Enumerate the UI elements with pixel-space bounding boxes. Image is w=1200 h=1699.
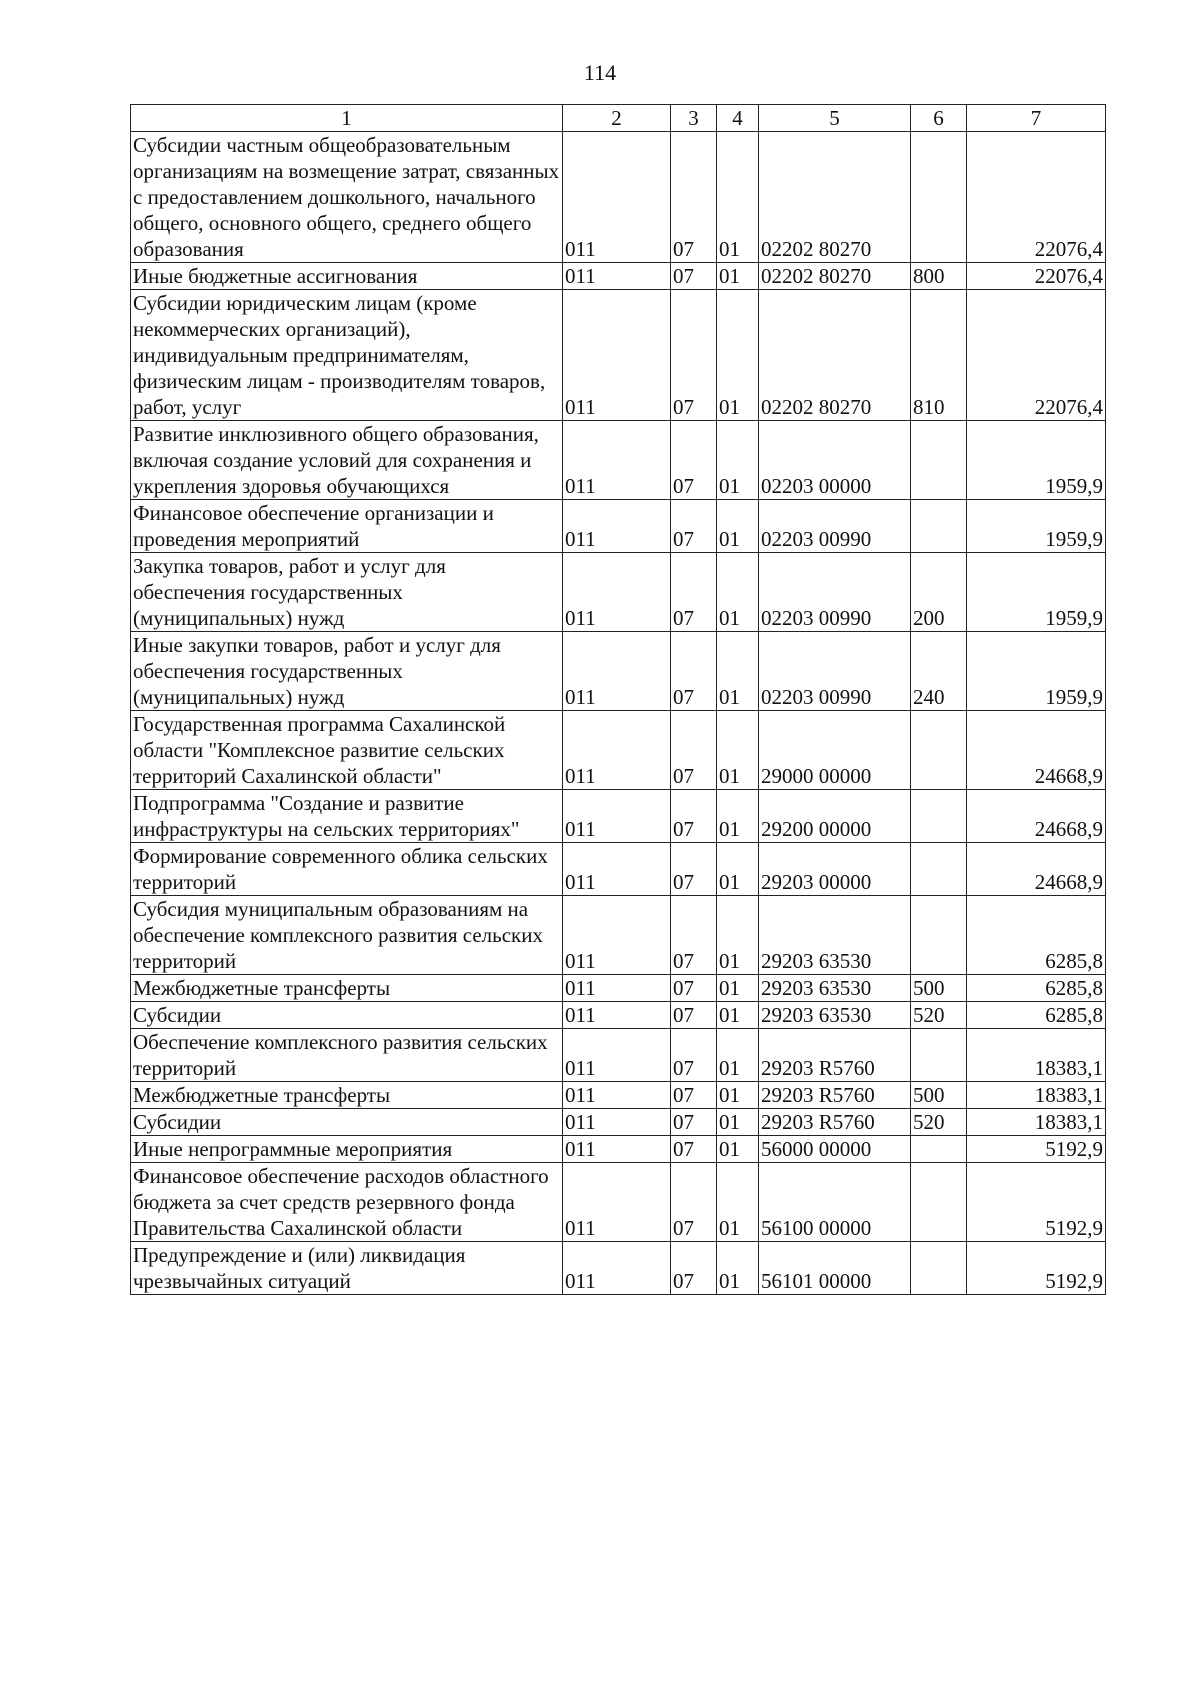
row-target-code: 02202 80270 [759, 263, 911, 290]
row-target-code: 02203 00990 [759, 632, 911, 711]
row-amount: 18383,1 [967, 1029, 1106, 1082]
row-name: Субсидия муниципальным образованиям на обеспечение комплексного развития сельских территорий [131, 896, 563, 975]
column-header: 4 [717, 105, 759, 132]
table-row [131, 132, 1106, 263]
row-expense-type: 500 [911, 975, 967, 1002]
row-admin-code: 011 [563, 290, 671, 421]
row-name: Иные непрограммные мероприятия [131, 1136, 563, 1163]
row-expense-type: 800 [911, 263, 967, 290]
column-header: 3 [671, 105, 717, 132]
row-section-code: 07 [671, 711, 717, 790]
row-section-code: 07 [671, 843, 717, 896]
budget-table [130, 104, 1106, 1295]
row-subsection-code: 01 [717, 1136, 759, 1163]
row-section-code: 07 [671, 1136, 717, 1163]
row-expense-type: 500 [911, 1082, 967, 1109]
row-admin-code: 011 [563, 1002, 671, 1029]
column-header: 2 [563, 105, 671, 132]
table-row [131, 1002, 1106, 1029]
row-target-code: 02203 00990 [759, 553, 911, 632]
row-target-code: 02202 80270 [759, 290, 911, 421]
row-amount: 18383,1 [967, 1082, 1106, 1109]
row-admin-code: 011 [563, 132, 671, 263]
row-target-code: 29203 63530 [759, 896, 911, 975]
row-section-code: 07 [671, 263, 717, 290]
row-name: Государственная программа Сахалинской области "Комплексное развитие сельских территорий Сахалинской области" [131, 711, 563, 790]
row-admin-code: 011 [563, 896, 671, 975]
row-expense-type [911, 790, 967, 843]
row-expense-type [911, 896, 967, 975]
row-subsection-code: 01 [717, 975, 759, 1002]
row-expense-type [911, 1029, 967, 1082]
row-name: Формирование современного облика сельских территорий [131, 843, 563, 896]
row-expense-type [911, 132, 967, 263]
row-admin-code: 011 [563, 975, 671, 1002]
table-row [131, 421, 1106, 500]
row-name: Субсидии частным общеобразовательным организациям на возмещение затрат, связанных с предоставлением дошкольного, начального общего, основного общего, среднего общего образования [131, 132, 563, 263]
row-target-code: 56100 00000 [759, 1163, 911, 1242]
table-row [131, 1029, 1106, 1082]
row-admin-code: 011 [563, 263, 671, 290]
table-row [131, 896, 1106, 975]
table-row [131, 263, 1106, 290]
row-section-code: 07 [671, 553, 717, 632]
column-header: 6 [911, 105, 967, 132]
row-admin-code: 011 [563, 843, 671, 896]
table-row [131, 1163, 1106, 1242]
row-admin-code: 011 [563, 1242, 671, 1295]
row-amount: 24668,9 [967, 843, 1106, 896]
table-row [131, 553, 1106, 632]
row-expense-type [911, 711, 967, 790]
row-target-code: 29203 R5760 [759, 1029, 911, 1082]
row-section-code: 07 [671, 1109, 717, 1136]
row-subsection-code: 01 [717, 843, 759, 896]
table-row [131, 1136, 1106, 1163]
row-name: Подпрограмма "Создание и развитие инфраструктуры на сельских территориях" [131, 790, 563, 843]
row-name: Обеспечение комплексного развития сельских территорий [131, 1029, 563, 1082]
row-admin-code: 011 [563, 1163, 671, 1242]
table-row [131, 1242, 1106, 1295]
header-row [131, 105, 1106, 132]
row-subsection-code: 01 [717, 553, 759, 632]
row-admin-code: 011 [563, 553, 671, 632]
row-amount: 6285,8 [967, 975, 1106, 1002]
row-subsection-code: 01 [717, 1002, 759, 1029]
row-amount: 1959,9 [967, 500, 1106, 553]
row-target-code: 02202 80270 [759, 132, 911, 263]
row-section-code: 07 [671, 1242, 717, 1295]
row-amount: 5192,9 [967, 1242, 1106, 1295]
row-amount: 6285,8 [967, 896, 1106, 975]
table-row [131, 790, 1106, 843]
row-amount: 18383,1 [967, 1109, 1106, 1136]
row-name: Межбюджетные трансферты [131, 1082, 563, 1109]
row-amount: 24668,9 [967, 711, 1106, 790]
row-target-code: 56000 00000 [759, 1136, 911, 1163]
row-section-code: 07 [671, 790, 717, 843]
row-subsection-code: 01 [717, 790, 759, 843]
row-subsection-code: 01 [717, 290, 759, 421]
row-amount: 22076,4 [967, 263, 1106, 290]
table-row [131, 975, 1106, 1002]
row-admin-code: 011 [563, 1082, 671, 1109]
row-name: Иные бюджетные ассигнования [131, 263, 563, 290]
row-admin-code: 011 [563, 421, 671, 500]
row-section-code: 07 [671, 132, 717, 263]
table-row [131, 290, 1106, 421]
row-target-code: 29203 R5760 [759, 1082, 911, 1109]
row-name: Иные закупки товаров, работ и услуг для обеспечения государственных (муниципальных) нужд [131, 632, 563, 711]
row-name: Финансовое обеспечение организации и проведения мероприятий [131, 500, 563, 553]
row-amount: 1959,9 [967, 421, 1106, 500]
row-target-code: 29000 00000 [759, 711, 911, 790]
row-target-code: 29203 63530 [759, 1002, 911, 1029]
row-subsection-code: 01 [717, 1082, 759, 1109]
row-expense-type [911, 1136, 967, 1163]
row-subsection-code: 01 [717, 1029, 759, 1082]
row-amount: 22076,4 [967, 132, 1106, 263]
row-target-code: 02203 00000 [759, 421, 911, 500]
row-name: Финансовое обеспечение расходов областного бюджета за счет средств резервного фонда Правительства Сахалинской области [131, 1163, 563, 1242]
row-name: Субсидии юридическим лицам (кроме некоммерческих организаций), индивидуальным предпринимателям, физическим лицам - производителям товаров, работ, услуг [131, 290, 563, 421]
row-section-code: 07 [671, 1002, 717, 1029]
row-name: Развитие инклюзивного общего образования, включая создание условий для сохранения и укрепления здоровья обучающихся [131, 421, 563, 500]
table-row [131, 632, 1106, 711]
row-subsection-code: 01 [717, 1242, 759, 1295]
row-target-code: 29203 63530 [759, 975, 911, 1002]
row-section-code: 07 [671, 632, 717, 711]
page-number: 114 [583, 60, 617, 85]
row-expense-type: 810 [911, 290, 967, 421]
row-amount: 24668,9 [967, 790, 1106, 843]
row-section-code: 07 [671, 975, 717, 1002]
row-admin-code: 011 [563, 1136, 671, 1163]
table-row [131, 500, 1106, 553]
row-expense-type [911, 500, 967, 553]
row-amount: 6285,8 [967, 1002, 1106, 1029]
row-expense-type [911, 421, 967, 500]
row-admin-code: 011 [563, 632, 671, 711]
row-subsection-code: 01 [717, 132, 759, 263]
table-row [131, 843, 1106, 896]
row-amount: 22076,4 [967, 290, 1106, 421]
column-header: 1 [131, 105, 563, 132]
row-section-code: 07 [671, 421, 717, 500]
row-expense-type: 200 [911, 553, 967, 632]
row-subsection-code: 01 [717, 896, 759, 975]
row-expense-type [911, 1242, 967, 1295]
row-subsection-code: 01 [717, 1109, 759, 1136]
row-expense-type: 520 [911, 1002, 967, 1029]
row-name: Межбюджетные трансферты [131, 975, 563, 1002]
row-admin-code: 011 [563, 500, 671, 553]
row-section-code: 07 [671, 1163, 717, 1242]
row-section-code: 07 [671, 896, 717, 975]
row-target-code: 29203 00000 [759, 843, 911, 896]
row-name: Закупка товаров, работ и услуг для обеспечения государственных (муниципальных) нужд [131, 553, 563, 632]
row-subsection-code: 01 [717, 1163, 759, 1242]
row-admin-code: 011 [563, 790, 671, 843]
row-amount: 1959,9 [967, 553, 1106, 632]
row-subsection-code: 01 [717, 711, 759, 790]
row-expense-type [911, 843, 967, 896]
row-amount: 5192,9 [967, 1163, 1106, 1242]
column-header: 7 [967, 105, 1106, 132]
row-admin-code: 011 [563, 711, 671, 790]
row-name: Субсидии [131, 1002, 563, 1029]
row-expense-type [911, 1163, 967, 1242]
row-expense-type: 240 [911, 632, 967, 711]
row-subsection-code: 01 [717, 500, 759, 553]
row-target-code: 02203 00990 [759, 500, 911, 553]
table-body [131, 132, 1106, 1295]
row-section-code: 07 [671, 290, 717, 421]
table-row [131, 1082, 1106, 1109]
row-target-code: 29200 00000 [759, 790, 911, 843]
row-admin-code: 011 [563, 1109, 671, 1136]
row-section-code: 07 [671, 500, 717, 553]
row-name: Предупреждение и (или) ликвидация чрезвычайных ситуаций [131, 1242, 563, 1295]
row-amount: 1959,9 [967, 632, 1106, 711]
row-section-code: 07 [671, 1082, 717, 1109]
row-name: Субсидии [131, 1109, 563, 1136]
row-subsection-code: 01 [717, 421, 759, 500]
row-target-code: 56101 00000 [759, 1242, 911, 1295]
table-row [131, 711, 1106, 790]
row-expense-type: 520 [911, 1109, 967, 1136]
row-subsection-code: 01 [717, 632, 759, 711]
table-row [131, 1109, 1106, 1136]
column-header: 5 [759, 105, 911, 132]
row-amount: 5192,9 [967, 1136, 1106, 1163]
row-section-code: 07 [671, 1029, 717, 1082]
row-target-code: 29203 R5760 [759, 1109, 911, 1136]
row-subsection-code: 01 [717, 263, 759, 290]
row-admin-code: 011 [563, 1029, 671, 1082]
